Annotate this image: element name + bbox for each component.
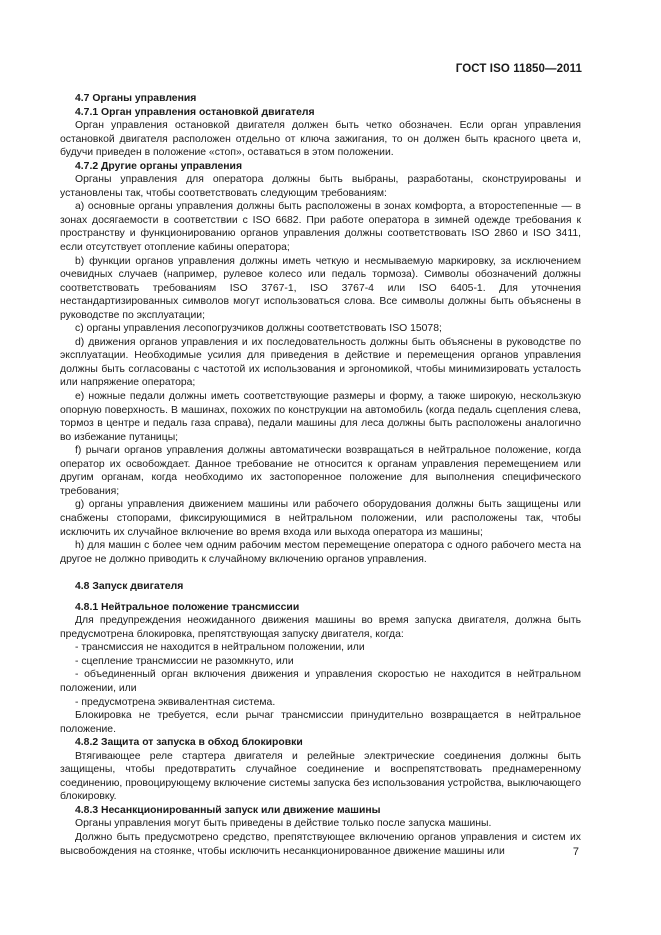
body-paragraph: - трансмиссия не находится в нейтральном положении, или: [75, 642, 365, 654]
section-heading: 4.8 Запуск двигателя: [75, 581, 184, 593]
section-heading: 4.7.2 Другие органы управления: [75, 160, 243, 172]
body-paragraph: b) функции органов управления должны иметь четкую и несмываемую маркировку, за исключением очевидных случаев (например, рулевое колесо или педаль тормоза). Символы обозначений должны соответствовать требованиям ISO 3767-1, ISO 3767-4 или ISO 6405-1. Для уточнения нестандартизированных символов могут использоваться слова. Все символы должны быть объяснены в руководстве по эксплуатации;: [60, 255, 581, 321]
page-body: [60, 92, 581, 858]
section-heading: 4.7.1 Орган управления остановкой двигателя: [75, 106, 315, 118]
body-paragraph: h) для машин с более чем одним рабочим местом перемещение оператора с одного рабочего места на другое не должно приводить к случайному включению органов управления.: [60, 540, 581, 565]
section-heading: 4.8.2 Защита от запуска в обход блокировки: [75, 737, 303, 749]
body-paragraph: c) органы управления лесопогрузчиков должны соответствовать ISO 15078;: [75, 323, 442, 335]
body-paragraph: Втягивающее реле стартера двигателя и релейные электрические соединения должны быть защищены, чтобы предотвратить случайное соединение и воспрепятствовать преднамеренному соединению, провоцирующему включение системы запуска без использования устройства, выключающего блокировку.: [60, 750, 581, 803]
body-paragraph: Блокировка не требуется, если рычаг трансмиссии принудительно возвращается в нейтральное положение.: [60, 710, 581, 735]
body-paragraph: Для предупреждения неожиданного движения машины во время запуска двигателя, должна быть предусмотрена блокировка, препятствующая запуску двигателя, когда:: [60, 615, 581, 640]
section-heading: 4.8.1 Нейтральное положение трансмиссии: [75, 601, 300, 613]
body-paragraph: d) движения органов управления и их последовательность должны быть объяснены в руководстве по эксплуатации. Необходимые усилия для приведения в действие и перемещения органов управления должны быть согласованы с частотой их использования и эргономикой, чтобы минимизировать усталость или напряжение оператора;: [60, 336, 581, 389]
body-paragraph: g) органы управления движением машины или рабочего оборудования должны быть защищены или снабжены стопорами, фиксирующимися в нейтральном положении, или расположены так, чтобы исключить их случайное включение во время входа или выхода оператора из машины;: [60, 499, 581, 538]
body-paragraph: f) рычаги органов управления должны автоматически возвращаться в нейтральное положение, когда оператор их освобождает. Данное требование не относится к органам управления перемещением или другим органам, когда необходимо их застопоренное положение для выполнения специфического требования;: [60, 445, 581, 497]
body-paragraph: Органы управления для оператора должны быть выбраны, разработаны, сконструированы и установлены так, чтобы соответствовать следующим требованиям:: [60, 174, 581, 199]
section-heading: 4.7 Органы управления: [75, 93, 197, 104]
page-number: 7: [572, 846, 579, 858]
document-code-header: ГОСТ ISO 11850—2011: [455, 63, 582, 75]
body-paragraph: e) ножные педали должны иметь соответствующие размеры и форму, а также широкую, нескользкую опорную поверхность. В машинах, похожих по конструкции на автомобиль (когда педаль сцепления слева, тормоз в центре и педаль газа справа), педали машины для леса должны быть расположены аналогично во избежание путаницы;: [60, 391, 581, 443]
section-heading: 4.8.3 Несанкционированный запуск или движение машины: [75, 804, 381, 816]
body-paragraph: Органы управления могут быть приведены в действие только после запуска машины.: [75, 818, 492, 830]
body-paragraph: - сцепление трансмиссии не разомкнуто, или: [75, 655, 294, 667]
body-paragraph: а) основные органы управления должны быть расположены в зонах комфорта, а второстепенные — в зонах досягаемости в соответствии с ISO 6682. При работе оператора в зимней одежде требования к пространству и функционированию органов управления должны соответствовать ISO 2860 и ISO 3411, если отсутствует отопление кабины оператора;: [60, 201, 581, 254]
body-paragraph: - предусмотрена эквивалентная система.: [75, 696, 276, 708]
body-paragraph: Должно быть предусмотрено средство, препятствующее включению органов управления и систем их высвобождения на стоянке, чтобы исключить несанкционированное движение машины или: [60, 831, 581, 857]
body-paragraph: - объединенный орган включения движения и управления скоростью не находится в нейтральном положении, или: [60, 669, 581, 694]
body-paragraph: Орган управления остановкой двигателя должен быть четко обозначен. Если орган управления остановкой двигателя расположен отдельно от ключа зажигания, то он должен быть красного цвета и, будучи приведен в положение «стоп», оставаться в этом положении.: [60, 120, 581, 159]
